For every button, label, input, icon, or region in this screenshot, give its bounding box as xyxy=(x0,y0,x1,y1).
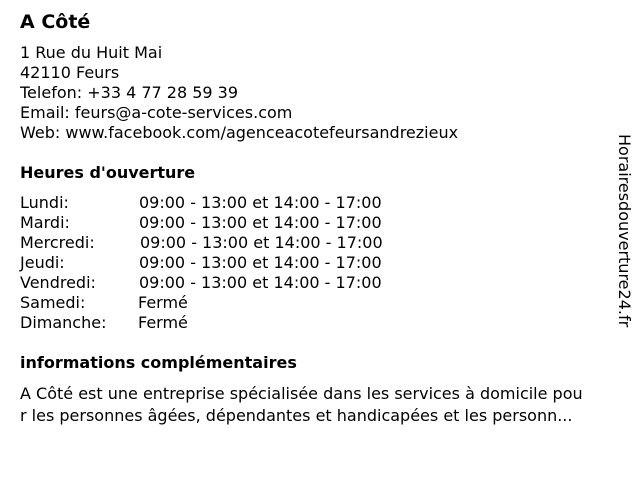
day-hours: 09:00 - 13:00 et 14:00 - 17:00 xyxy=(139,253,382,272)
email-line[interactable]: Email: feurs@a-cote-services.com xyxy=(20,103,293,122)
info-line-1: A Côté est une entreprise spécialisée dans les services à domicile pou xyxy=(20,384,583,403)
opening-hours-heading: Heures d'ouverture xyxy=(20,163,196,182)
address-street: 1 Rue du Huit Mai xyxy=(20,43,163,62)
site-watermark: Horairesdouverture24.fr xyxy=(615,134,634,328)
day-label: Vendredi: xyxy=(20,273,96,292)
day-hours: 09:00 - 13:00 et 14:00 - 17:00 xyxy=(139,273,382,292)
day-hours: Fermé xyxy=(138,293,188,312)
day-label: Mardi: xyxy=(20,213,70,232)
day-hours: 09:00 - 13:00 et 14:00 - 17:00 xyxy=(139,213,382,232)
day-hours: 09:00 - 13:00 et 14:00 - 17:00 xyxy=(139,193,382,212)
business-name: A Côté xyxy=(20,11,91,33)
day-label: Lundi: xyxy=(20,193,69,212)
website-line[interactable]: Web: www.facebook.com/agenceacotefeursandrezieux xyxy=(20,123,459,142)
phone-line[interactable]: Telefon: +33 4 77 28 59 39 xyxy=(20,83,239,102)
address-city: 42110 Feurs xyxy=(20,63,120,82)
address-block xyxy=(20,43,458,143)
day-label: Dimanche: xyxy=(20,313,107,332)
day-label: Jeudi: xyxy=(20,253,65,272)
additional-info-heading: informations complémentaires xyxy=(20,353,297,372)
day-hours: 09:00 - 13:00 et 14:00 - 17:00 xyxy=(140,233,383,252)
info-line-2: r les personnes âgées, dépendantes et handicapées et les personn... xyxy=(20,406,573,425)
day-label: Mercredi: xyxy=(20,233,95,252)
day-hours: Fermé xyxy=(138,313,188,332)
additional-info-text xyxy=(20,383,620,427)
day-label: Samedi: xyxy=(20,293,86,312)
